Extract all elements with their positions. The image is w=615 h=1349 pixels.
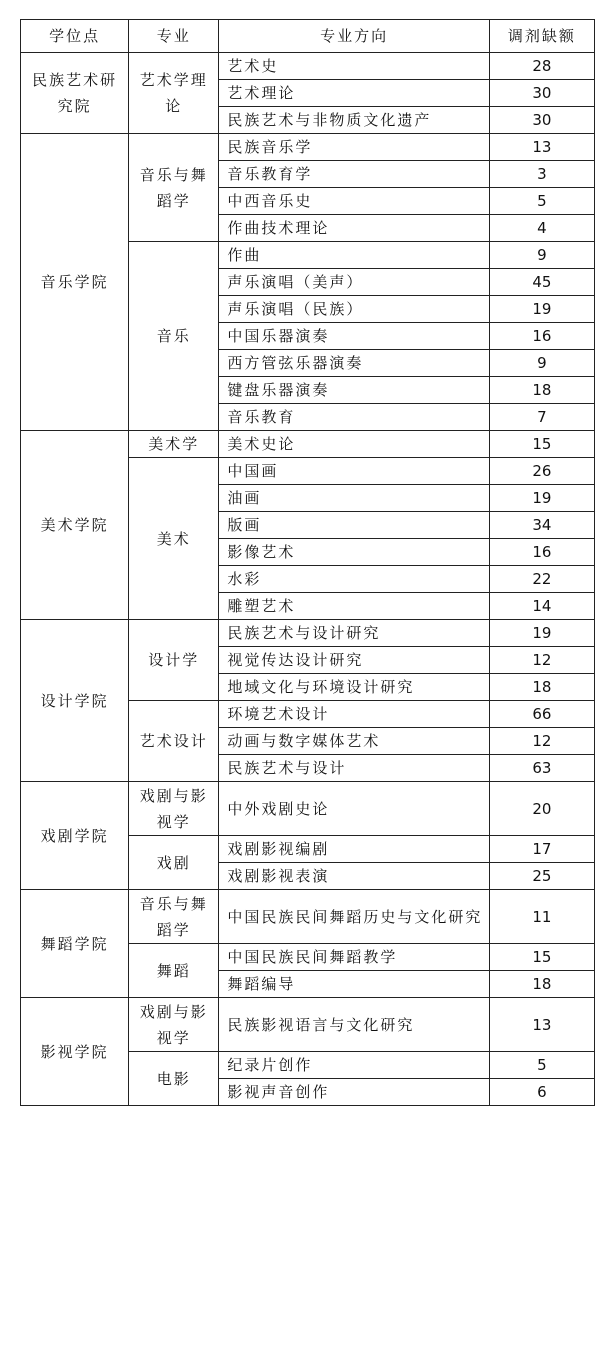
major-cell: 戏剧	[129, 836, 219, 890]
direction-cell: 雕塑艺术	[219, 593, 489, 620]
table-row	[21, 431, 595, 458]
major-cell: 戏剧与影视学	[129, 998, 219, 1052]
header-row	[21, 20, 595, 53]
major-cell: 音乐与舞蹈学	[129, 134, 219, 242]
quota-cell: 18	[489, 377, 594, 404]
direction-cell: 水彩	[219, 566, 489, 593]
quota-cell: 16	[489, 539, 594, 566]
quota-cell: 19	[489, 296, 594, 323]
quota-cell: 30	[489, 80, 594, 107]
direction-cell: 中国民族民间舞蹈历史与文化研究	[219, 890, 489, 944]
major-cell: 舞蹈	[129, 944, 219, 998]
college-cell: 设计学院	[21, 620, 129, 782]
quota-cell: 15	[489, 944, 594, 971]
quota-cell: 18	[489, 674, 594, 701]
major-cell: 戏剧与影视学	[129, 782, 219, 836]
header-direction: 专业方向	[219, 20, 489, 53]
direction-cell: 视觉传达设计研究	[219, 647, 489, 674]
major-cell: 设计学	[129, 620, 219, 701]
table-row	[21, 998, 595, 1052]
header-quota: 调剂缺额	[489, 20, 594, 53]
direction-cell: 版画	[219, 512, 489, 539]
direction-cell: 音乐教育学	[219, 161, 489, 188]
quota-cell: 4	[489, 215, 594, 242]
quota-cell: 14	[489, 593, 594, 620]
direction-cell: 民族艺术与设计研究	[219, 620, 489, 647]
table-row	[21, 782, 595, 836]
direction-cell: 声乐演唱（美声）	[219, 269, 489, 296]
direction-cell: 中西音乐史	[219, 188, 489, 215]
quota-cell: 9	[489, 350, 594, 377]
direction-cell: 地域文化与环境设计研究	[219, 674, 489, 701]
quota-cell: 18	[489, 971, 594, 998]
quota-cell: 19	[489, 620, 594, 647]
quota-cell: 22	[489, 566, 594, 593]
college-cell: 音乐学院	[21, 134, 129, 431]
table-row	[21, 134, 595, 161]
direction-cell: 艺术理论	[219, 80, 489, 107]
direction-cell: 民族影视语言与文化研究	[219, 998, 489, 1052]
direction-cell: 西方管弦乐器演奏	[219, 350, 489, 377]
direction-cell: 民族艺术与设计	[219, 755, 489, 782]
direction-cell: 美术史论	[219, 431, 489, 458]
quota-cell: 25	[489, 863, 594, 890]
direction-cell: 作曲技术理论	[219, 215, 489, 242]
direction-cell: 舞蹈编导	[219, 971, 489, 998]
direction-cell: 环境艺术设计	[219, 701, 489, 728]
quota-cell: 9	[489, 242, 594, 269]
direction-cell: 民族艺术与非物质文化遗产	[219, 107, 489, 134]
quota-cell: 11	[489, 890, 594, 944]
major-cell: 艺术学理论	[129, 53, 219, 134]
college-cell: 美术学院	[21, 431, 129, 620]
direction-cell: 动画与数字媒体艺术	[219, 728, 489, 755]
table-row	[21, 53, 595, 80]
quota-cell: 26	[489, 458, 594, 485]
quota-cell: 16	[489, 323, 594, 350]
direction-cell: 影视声音创作	[219, 1079, 489, 1106]
quota-cell: 17	[489, 836, 594, 863]
quota-cell: 63	[489, 755, 594, 782]
major-cell: 电影	[129, 1052, 219, 1106]
quota-cell: 45	[489, 269, 594, 296]
header-college: 学位点	[21, 20, 129, 53]
major-cell: 艺术设计	[129, 701, 219, 782]
direction-cell: 戏剧影视编剧	[219, 836, 489, 863]
quota-cell: 28	[489, 53, 594, 80]
direction-cell: 键盘乐器演奏	[219, 377, 489, 404]
college-cell: 戏剧学院	[21, 782, 129, 890]
college-cell: 民族艺术研究院	[21, 53, 129, 134]
quota-cell: 20	[489, 782, 594, 836]
quota-table	[20, 19, 595, 1106]
header-major: 专业	[129, 20, 219, 53]
college-cell: 舞蹈学院	[21, 890, 129, 998]
direction-cell: 中国画	[219, 458, 489, 485]
direction-cell: 中外戏剧史论	[219, 782, 489, 836]
major-cell: 美术	[129, 458, 219, 620]
quota-cell: 5	[489, 1052, 594, 1079]
quota-cell: 13	[489, 998, 594, 1052]
direction-cell: 影像艺术	[219, 539, 489, 566]
major-cell: 美术学	[129, 431, 219, 458]
direction-cell: 艺术史	[219, 53, 489, 80]
table-row	[21, 890, 595, 944]
major-cell: 音乐	[129, 242, 219, 431]
quota-cell: 12	[489, 728, 594, 755]
direction-cell: 作曲	[219, 242, 489, 269]
quota-cell: 15	[489, 431, 594, 458]
table-row	[21, 620, 595, 647]
quota-cell: 13	[489, 134, 594, 161]
direction-cell: 中国民族民间舞蹈教学	[219, 944, 489, 971]
direction-cell: 中国乐器演奏	[219, 323, 489, 350]
quota-cell: 19	[489, 485, 594, 512]
direction-cell: 纪录片创作	[219, 1052, 489, 1079]
direction-cell: 音乐教育	[219, 404, 489, 431]
direction-cell: 戏剧影视表演	[219, 863, 489, 890]
quota-cell: 3	[489, 161, 594, 188]
quota-cell: 6	[489, 1079, 594, 1106]
direction-cell: 油画	[219, 485, 489, 512]
quota-cell: 34	[489, 512, 594, 539]
quota-cell: 12	[489, 647, 594, 674]
quota-cell: 7	[489, 404, 594, 431]
quota-cell: 66	[489, 701, 594, 728]
college-cell: 影视学院	[21, 998, 129, 1106]
quota-cell: 5	[489, 188, 594, 215]
major-cell: 音乐与舞蹈学	[129, 890, 219, 944]
quota-cell: 30	[489, 107, 594, 134]
direction-cell: 民族音乐学	[219, 134, 489, 161]
direction-cell: 声乐演唱（民族）	[219, 296, 489, 323]
